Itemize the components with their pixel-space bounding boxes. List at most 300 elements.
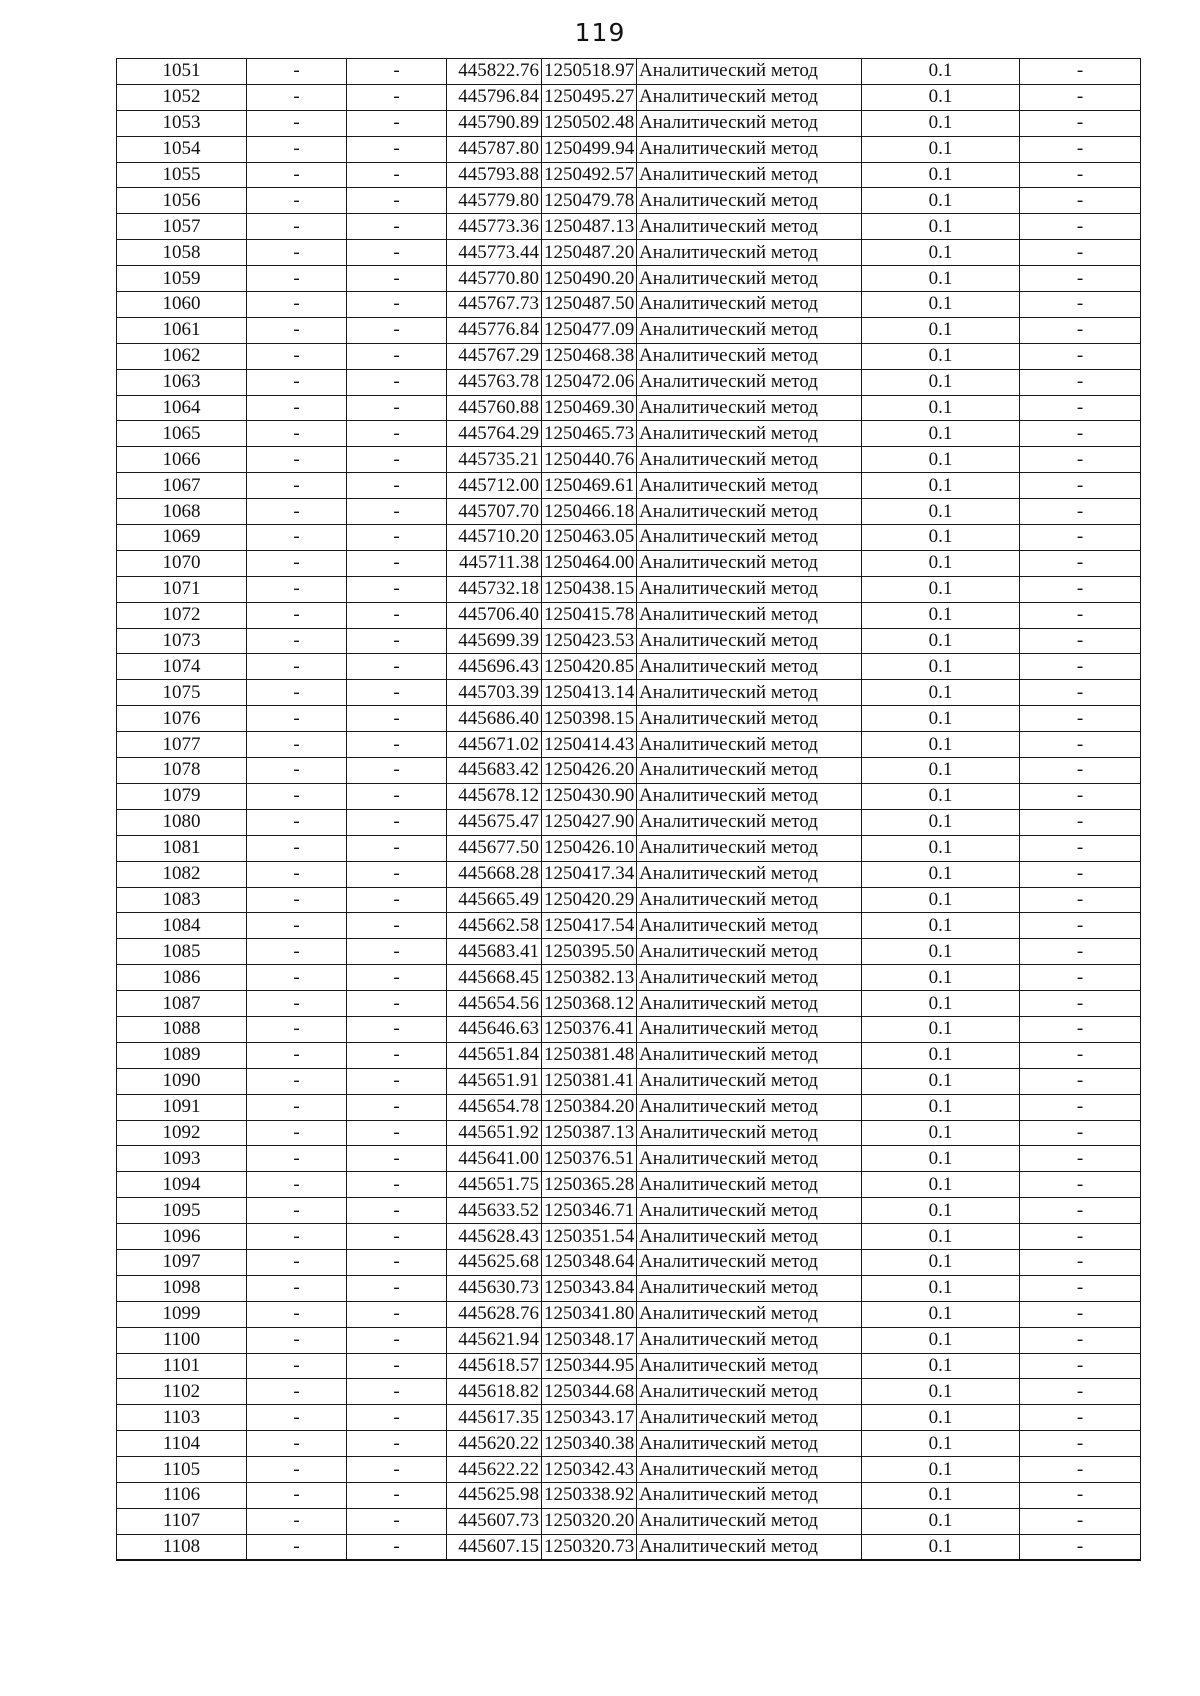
y-coordinate-cell: 1250346.71	[542, 1198, 637, 1224]
y-coordinate-cell: 1250338.92	[542, 1482, 637, 1508]
y-coordinate-cell: 1250499.94	[542, 136, 637, 162]
y-coordinate-cell: 1250395.50	[542, 939, 637, 965]
dash-cell: -	[247, 1172, 347, 1198]
table-row	[117, 266, 1141, 292]
x-coordinate-cell: 445735.21	[447, 447, 542, 473]
x-coordinate-cell: 445668.45	[447, 965, 542, 991]
point-number-cell: 1093	[117, 1146, 247, 1172]
accuracy-cell: 0.1	[862, 343, 1020, 369]
table-row	[117, 758, 1141, 784]
dash-cell: -	[1020, 59, 1141, 85]
dash-cell: -	[247, 188, 347, 214]
x-coordinate-cell: 445796.84	[447, 84, 542, 110]
accuracy-cell: 0.1	[862, 991, 1020, 1017]
method-cell: Аналитический метод	[637, 1068, 862, 1094]
dash-cell: -	[247, 758, 347, 784]
table-row	[117, 1172, 1141, 1198]
y-coordinate-cell: 1250344.68	[542, 1379, 637, 1405]
method-cell: Аналитический метод	[637, 1405, 862, 1431]
dash-cell: -	[347, 758, 447, 784]
table-row	[117, 1301, 1141, 1327]
x-coordinate-cell: 445675.47	[447, 809, 542, 835]
dash-cell: -	[347, 266, 447, 292]
dash-cell: -	[247, 1508, 347, 1534]
method-cell: Аналитический метод	[637, 292, 862, 318]
y-coordinate-cell: 1250398.15	[542, 706, 637, 732]
point-number-cell: 1089	[117, 1042, 247, 1068]
dash-cell: -	[1020, 136, 1141, 162]
y-coordinate-cell: 1250469.30	[542, 395, 637, 421]
x-coordinate-cell: 445651.84	[447, 1042, 542, 1068]
y-coordinate-cell: 1250365.28	[542, 1172, 637, 1198]
dash-cell: -	[347, 939, 447, 965]
dash-cell: -	[347, 1224, 447, 1250]
dash-cell: -	[247, 1482, 347, 1508]
dash-cell: -	[1020, 680, 1141, 706]
dash-cell: -	[247, 421, 347, 447]
x-coordinate-cell: 445625.68	[447, 1249, 542, 1275]
method-cell: Аналитический метод	[637, 680, 862, 706]
dash-cell: -	[347, 421, 447, 447]
dash-cell: -	[1020, 369, 1141, 395]
y-coordinate-cell: 1250490.20	[542, 266, 637, 292]
dash-cell: -	[1020, 1224, 1141, 1250]
method-cell: Аналитический метод	[637, 576, 862, 602]
dash-cell: -	[247, 965, 347, 991]
accuracy-cell: 0.1	[862, 1249, 1020, 1275]
dash-cell: -	[1020, 1457, 1141, 1483]
table-row	[117, 991, 1141, 1017]
dash-cell: -	[247, 1068, 347, 1094]
dash-cell: -	[347, 1275, 447, 1301]
dash-cell: -	[347, 1353, 447, 1379]
table-body	[117, 59, 1141, 1561]
dash-cell: -	[1020, 1405, 1141, 1431]
table-row	[117, 343, 1141, 369]
x-coordinate-cell: 445686.40	[447, 706, 542, 732]
dash-cell: -	[347, 1198, 447, 1224]
point-number-cell: 1097	[117, 1249, 247, 1275]
dash-cell: -	[247, 550, 347, 576]
y-coordinate-cell: 1250487.50	[542, 292, 637, 318]
accuracy-cell: 0.1	[862, 1457, 1020, 1483]
dash-cell: -	[347, 84, 447, 110]
accuracy-cell: 0.1	[862, 473, 1020, 499]
method-cell: Аналитический метод	[637, 628, 862, 654]
dash-cell: -	[247, 887, 347, 913]
dash-cell: -	[347, 240, 447, 266]
x-coordinate-cell: 445779.80	[447, 188, 542, 214]
x-coordinate-cell: 445628.76	[447, 1301, 542, 1327]
x-coordinate-cell: 445822.76	[447, 59, 542, 85]
dash-cell: -	[347, 835, 447, 861]
y-coordinate-cell: 1250487.20	[542, 240, 637, 266]
dash-cell: -	[1020, 1042, 1141, 1068]
dash-cell: -	[347, 913, 447, 939]
point-number-cell: 1064	[117, 395, 247, 421]
coordinates-table	[116, 58, 1141, 1561]
x-coordinate-cell: 445646.63	[447, 1016, 542, 1042]
dash-cell: -	[1020, 1379, 1141, 1405]
y-coordinate-cell: 1250320.20	[542, 1508, 637, 1534]
accuracy-cell: 0.1	[862, 1120, 1020, 1146]
accuracy-cell: 0.1	[862, 1042, 1020, 1068]
dash-cell: -	[347, 525, 447, 551]
table-row	[117, 499, 1141, 525]
x-coordinate-cell: 445617.35	[447, 1405, 542, 1431]
y-coordinate-cell: 1250381.48	[542, 1042, 637, 1068]
dash-cell: -	[347, 1508, 447, 1534]
method-cell: Аналитический метод	[637, 654, 862, 680]
method-cell: Аналитический метод	[637, 706, 862, 732]
point-number-cell: 1099	[117, 1301, 247, 1327]
dash-cell: -	[247, 913, 347, 939]
y-coordinate-cell: 1250382.13	[542, 965, 637, 991]
dash-cell: -	[347, 292, 447, 318]
method-cell: Аналитический метод	[637, 343, 862, 369]
point-number-cell: 1091	[117, 1094, 247, 1120]
dash-cell: -	[247, 369, 347, 395]
point-number-cell: 1069	[117, 525, 247, 551]
table-row	[117, 732, 1141, 758]
x-coordinate-cell: 445732.18	[447, 576, 542, 602]
dash-cell: -	[1020, 1353, 1141, 1379]
method-cell: Аналитический метод	[637, 84, 862, 110]
y-coordinate-cell: 1250468.38	[542, 343, 637, 369]
x-coordinate-cell: 445710.20	[447, 525, 542, 551]
dash-cell: -	[1020, 292, 1141, 318]
dash-cell: -	[247, 1042, 347, 1068]
point-number-cell: 1079	[117, 783, 247, 809]
dash-cell: -	[347, 783, 447, 809]
dash-cell: -	[1020, 240, 1141, 266]
dash-cell: -	[347, 1534, 447, 1560]
table-row	[117, 1094, 1141, 1120]
y-coordinate-cell: 1250487.13	[542, 214, 637, 240]
dash-cell: -	[347, 1068, 447, 1094]
x-coordinate-cell: 445618.57	[447, 1353, 542, 1379]
dash-cell: -	[347, 732, 447, 758]
y-coordinate-cell: 1250343.17	[542, 1405, 637, 1431]
dash-cell: -	[347, 965, 447, 991]
dash-cell: -	[247, 706, 347, 732]
method-cell: Аналитический метод	[637, 965, 862, 991]
dash-cell: -	[247, 240, 347, 266]
y-coordinate-cell: 1250387.13	[542, 1120, 637, 1146]
y-coordinate-cell: 1250420.29	[542, 887, 637, 913]
method-cell: Аналитический метод	[637, 1301, 862, 1327]
method-cell: Аналитический метод	[637, 1457, 862, 1483]
dash-cell: -	[1020, 1431, 1141, 1457]
dash-cell: -	[1020, 965, 1141, 991]
dash-cell: -	[1020, 473, 1141, 499]
accuracy-cell: 0.1	[862, 1508, 1020, 1534]
x-coordinate-cell: 445696.43	[447, 654, 542, 680]
accuracy-cell: 0.1	[862, 1379, 1020, 1405]
method-cell: Аналитический метод	[637, 1094, 862, 1120]
x-coordinate-cell: 445711.38	[447, 550, 542, 576]
method-cell: Аналитический метод	[637, 550, 862, 576]
method-cell: Аналитический метод	[637, 1353, 862, 1379]
dash-cell: -	[347, 110, 447, 136]
point-number-cell: 1083	[117, 887, 247, 913]
table-row	[117, 913, 1141, 939]
dash-cell: -	[247, 1379, 347, 1405]
accuracy-cell: 0.1	[862, 1431, 1020, 1457]
dash-cell: -	[1020, 1120, 1141, 1146]
dash-cell: -	[347, 861, 447, 887]
accuracy-cell: 0.1	[862, 1534, 1020, 1560]
y-coordinate-cell: 1250465.73	[542, 421, 637, 447]
dash-cell: -	[1020, 1094, 1141, 1120]
point-number-cell: 1085	[117, 939, 247, 965]
x-coordinate-cell: 445662.58	[447, 913, 542, 939]
y-coordinate-cell: 1250420.85	[542, 654, 637, 680]
dash-cell: -	[1020, 1249, 1141, 1275]
dash-cell: -	[347, 136, 447, 162]
point-number-cell: 1108	[117, 1534, 247, 1560]
point-number-cell: 1052	[117, 84, 247, 110]
y-coordinate-cell: 1250479.78	[542, 188, 637, 214]
table-row	[117, 473, 1141, 499]
y-coordinate-cell: 1250342.43	[542, 1457, 637, 1483]
dash-cell: -	[1020, 654, 1141, 680]
table-row	[117, 188, 1141, 214]
accuracy-cell: 0.1	[862, 84, 1020, 110]
x-coordinate-cell: 445764.29	[447, 421, 542, 447]
method-cell: Аналитический метод	[637, 1379, 862, 1405]
dash-cell: -	[247, 1405, 347, 1431]
point-number-cell: 1062	[117, 343, 247, 369]
x-coordinate-cell: 445625.98	[447, 1482, 542, 1508]
x-coordinate-cell: 445763.78	[447, 369, 542, 395]
accuracy-cell: 0.1	[862, 1094, 1020, 1120]
x-coordinate-cell: 445668.28	[447, 861, 542, 887]
table-row	[117, 1353, 1141, 1379]
dash-cell: -	[247, 628, 347, 654]
dash-cell: -	[1020, 1146, 1141, 1172]
dash-cell: -	[1020, 266, 1141, 292]
point-number-cell: 1103	[117, 1405, 247, 1431]
dash-cell: -	[347, 162, 447, 188]
x-coordinate-cell: 445773.44	[447, 240, 542, 266]
dash-cell: -	[247, 809, 347, 835]
method-cell: Аналитический метод	[637, 809, 862, 835]
accuracy-cell: 0.1	[862, 550, 1020, 576]
accuracy-cell: 0.1	[862, 1482, 1020, 1508]
point-number-cell: 1075	[117, 680, 247, 706]
dash-cell: -	[247, 732, 347, 758]
dash-cell: -	[347, 654, 447, 680]
point-number-cell: 1054	[117, 136, 247, 162]
accuracy-cell: 0.1	[862, 499, 1020, 525]
dash-cell: -	[1020, 421, 1141, 447]
y-coordinate-cell: 1250341.80	[542, 1301, 637, 1327]
accuracy-cell: 0.1	[862, 1275, 1020, 1301]
dash-cell: -	[347, 499, 447, 525]
point-number-cell: 1073	[117, 628, 247, 654]
dash-cell: -	[247, 991, 347, 1017]
dash-cell: -	[247, 654, 347, 680]
point-number-cell: 1057	[117, 214, 247, 240]
method-cell: Аналитический метод	[637, 1120, 862, 1146]
accuracy-cell: 0.1	[862, 240, 1020, 266]
method-cell: Аналитический метод	[637, 162, 862, 188]
point-number-cell: 1087	[117, 991, 247, 1017]
dash-cell: -	[247, 1094, 347, 1120]
method-cell: Аналитический метод	[637, 447, 862, 473]
y-coordinate-cell: 1250381.41	[542, 1068, 637, 1094]
y-coordinate-cell: 1250340.38	[542, 1431, 637, 1457]
y-coordinate-cell: 1250415.78	[542, 602, 637, 628]
dash-cell: -	[1020, 317, 1141, 343]
x-coordinate-cell: 445651.91	[447, 1068, 542, 1094]
dash-cell: -	[247, 499, 347, 525]
table-row	[117, 292, 1141, 318]
dash-cell: -	[347, 343, 447, 369]
accuracy-cell: 0.1	[862, 292, 1020, 318]
table-row	[117, 421, 1141, 447]
dash-cell: -	[347, 809, 447, 835]
dash-cell: -	[1020, 343, 1141, 369]
dash-cell: -	[1020, 1275, 1141, 1301]
dash-cell: -	[1020, 628, 1141, 654]
table-row	[117, 1068, 1141, 1094]
dash-cell: -	[247, 576, 347, 602]
dash-cell: -	[347, 1172, 447, 1198]
accuracy-cell: 0.1	[862, 1301, 1020, 1327]
table-row	[117, 369, 1141, 395]
dash-cell: -	[347, 628, 447, 654]
y-coordinate-cell: 1250477.09	[542, 317, 637, 343]
dash-cell: -	[347, 214, 447, 240]
dash-cell: -	[247, 84, 347, 110]
y-coordinate-cell: 1250426.10	[542, 835, 637, 861]
accuracy-cell: 0.1	[862, 525, 1020, 551]
x-coordinate-cell: 445607.73	[447, 1508, 542, 1534]
y-coordinate-cell: 1250348.17	[542, 1327, 637, 1353]
table-row	[117, 1457, 1141, 1483]
table-row	[117, 395, 1141, 421]
point-number-cell: 1104	[117, 1431, 247, 1457]
method-cell: Аналитический метод	[637, 369, 862, 395]
method-cell: Аналитический метод	[637, 1224, 862, 1250]
point-number-cell: 1055	[117, 162, 247, 188]
method-cell: Аналитический метод	[637, 783, 862, 809]
x-coordinate-cell: 445677.50	[447, 835, 542, 861]
method-cell: Аналитический метод	[637, 240, 862, 266]
accuracy-cell: 0.1	[862, 136, 1020, 162]
y-coordinate-cell: 1250413.14	[542, 680, 637, 706]
table-row	[117, 214, 1141, 240]
dash-cell: -	[1020, 395, 1141, 421]
x-coordinate-cell: 445760.88	[447, 395, 542, 421]
table-row	[117, 1431, 1141, 1457]
y-coordinate-cell: 1250417.54	[542, 913, 637, 939]
y-coordinate-cell: 1250464.00	[542, 550, 637, 576]
table-row	[117, 1534, 1141, 1560]
y-coordinate-cell: 1250472.06	[542, 369, 637, 395]
dash-cell: -	[247, 1275, 347, 1301]
point-number-cell: 1082	[117, 861, 247, 887]
accuracy-cell: 0.1	[862, 214, 1020, 240]
dash-cell: -	[1020, 1301, 1141, 1327]
accuracy-cell: 0.1	[862, 1172, 1020, 1198]
dash-cell: -	[347, 473, 447, 499]
x-coordinate-cell: 445706.40	[447, 602, 542, 628]
dash-cell: -	[247, 1198, 347, 1224]
dash-cell: -	[347, 550, 447, 576]
y-coordinate-cell: 1250518.97	[542, 59, 637, 85]
method-cell: Аналитический метод	[637, 835, 862, 861]
dash-cell: -	[247, 861, 347, 887]
accuracy-cell: 0.1	[862, 266, 1020, 292]
x-coordinate-cell: 445787.80	[447, 136, 542, 162]
dash-cell: -	[247, 680, 347, 706]
x-coordinate-cell: 445622.22	[447, 1457, 542, 1483]
method-cell: Аналитический метод	[637, 499, 862, 525]
x-coordinate-cell: 445773.36	[447, 214, 542, 240]
method-cell: Аналитический метод	[637, 1327, 862, 1353]
method-cell: Аналитический метод	[637, 1534, 862, 1560]
dash-cell: -	[1020, 809, 1141, 835]
dash-cell: -	[347, 1094, 447, 1120]
method-cell: Аналитический метод	[637, 1198, 862, 1224]
point-number-cell: 1063	[117, 369, 247, 395]
x-coordinate-cell: 445618.82	[447, 1379, 542, 1405]
accuracy-cell: 0.1	[862, 758, 1020, 784]
dash-cell: -	[247, 1457, 347, 1483]
accuracy-cell: 0.1	[862, 680, 1020, 706]
accuracy-cell: 0.1	[862, 421, 1020, 447]
point-number-cell: 1090	[117, 1068, 247, 1094]
method-cell: Аналитический метод	[637, 317, 862, 343]
table-row	[117, 1146, 1141, 1172]
dash-cell: -	[347, 1042, 447, 1068]
accuracy-cell: 0.1	[862, 602, 1020, 628]
accuracy-cell: 0.1	[862, 706, 1020, 732]
point-number-cell: 1101	[117, 1353, 247, 1379]
dash-cell: -	[1020, 1172, 1141, 1198]
table-row	[117, 162, 1141, 188]
point-number-cell: 1081	[117, 835, 247, 861]
point-number-cell: 1105	[117, 1457, 247, 1483]
accuracy-cell: 0.1	[862, 887, 1020, 913]
table-row	[117, 654, 1141, 680]
point-number-cell: 1098	[117, 1275, 247, 1301]
method-cell: Аналитический метод	[637, 1431, 862, 1457]
y-coordinate-cell: 1250384.20	[542, 1094, 637, 1120]
method-cell: Аналитический метод	[637, 395, 862, 421]
dash-cell: -	[1020, 1534, 1141, 1560]
dash-cell: -	[1020, 214, 1141, 240]
y-coordinate-cell: 1250368.12	[542, 991, 637, 1017]
dash-cell: -	[247, 835, 347, 861]
y-coordinate-cell: 1250463.05	[542, 525, 637, 551]
accuracy-cell: 0.1	[862, 1146, 1020, 1172]
y-coordinate-cell: 1250320.73	[542, 1534, 637, 1560]
method-cell: Аналитический метод	[637, 1042, 862, 1068]
method-cell: Аналитический метод	[637, 110, 862, 136]
point-number-cell: 1095	[117, 1198, 247, 1224]
point-number-cell: 1053	[117, 110, 247, 136]
y-coordinate-cell: 1250427.90	[542, 809, 637, 835]
dash-cell: -	[247, 395, 347, 421]
method-cell: Аналитический метод	[637, 266, 862, 292]
method-cell: Аналитический метод	[637, 525, 862, 551]
table-row	[117, 317, 1141, 343]
accuracy-cell: 0.1	[862, 965, 1020, 991]
